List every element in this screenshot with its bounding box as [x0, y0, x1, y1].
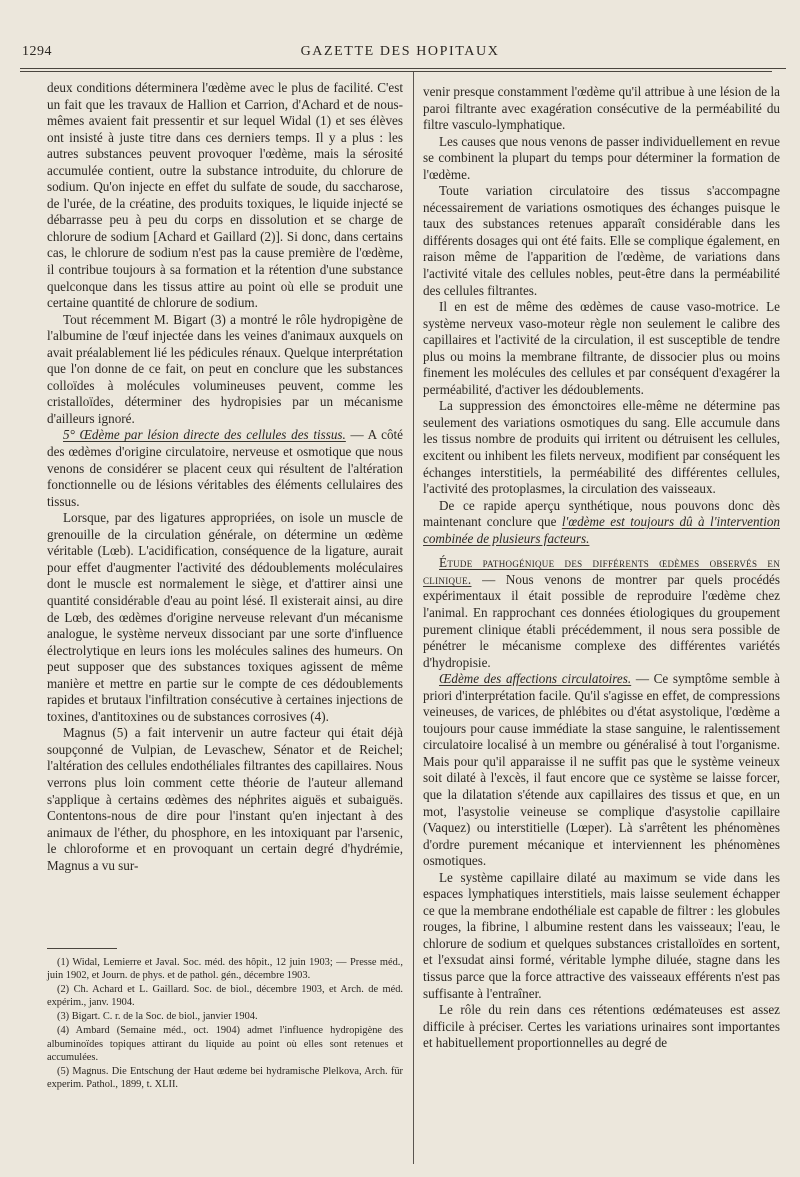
left-paragraph-3-text: — A côté des œdèmes d'origine circulatoire, nerveuse et osmotique que nous venons de considérer se placent ceux qui résultent de l'altération fonctionnelle ou de lésions véritables des éléments cellulaires des tissus.: [47, 427, 404, 509]
right-paragraph-1: venir presque constamment l'œdème qu'il attribue à une lésion de la paroi filtrante avec exagération consécutive de la perméabilité du filtre vasculo-lymphatique.: [423, 84, 780, 133]
left-paragraph-2: Tout récemment M. Bigart (3) a montré le rôle hydropigène de l'albumine de l'œuf injectée dans les veines d'animaux auxquels on avait préalablement lié les pédicules rénaux. Quelque interprétation que l'on donne de ce fait, on peut en conclure que les substances colloïdes à molécules volumineuses peuvent, comme les cristalloïdes, déterminer des hydropisies par un mécanisme d'ailleurs ignoré.: [47, 311, 403, 426]
footnote-5: (5) Magnus. Die Entschung der Haut œdeme bei hydramische Plelkova, Arch. für experim. Pathol., 1899, t. XLII.: [47, 1065, 403, 1090]
right-paragraph-6: [423, 498, 780, 548]
section-heading-lesion-directe: 5° Œdème par lésion directe des cellules des tissus.: [63, 427, 346, 443]
footnote-4: (4) Ambard (Semaine méd., oct. 1904) admet l'influence hydropigène des albuminoïdes topiques attirant du liquide au point où elles sont retenues et accumulées.: [47, 1025, 403, 1063]
journal-title: GAZETTE DES HOPITAUX: [300, 44, 500, 59]
right-paragraph-6-text: De ce rapide aperçu synthétique, nous pouvons donc dès maintenant conclure que: [423, 497, 780, 530]
right-paragraph-3: Toute variation circulatoire des tissus s'accompagne nécessairement de variations osmotiques des échanges puisque le taux des substances retenues apparaît considérable dans les différents dosages qui ont été faits. Elle se complique également, en raison même de l'apparition de l'œdème, de variations dans l'activité vitale des cellules nobles, peut-être dans la perméabilité des cellules filtrantes.: [423, 183, 780, 298]
footnote-3: (3) Bigart. C. r. de la Soc. de biol., janvier 1904.: [57, 1011, 258, 1023]
footnote-1: (1) Widal, Lemierre et Javal. Soc. méd. des hôpit., 12 juin 1903; — Presse méd., juin 1902, et Journ. de phys. et de pathol. gén., décembre 1903.: [47, 957, 403, 982]
left-paragraph-4: Lorsque, par des ligatures appropriées, on isole un muscle de grenouille de la circulation générale, on détermine un œdème véritable (Lœb). L'acidification, conséquence de la ligature, aurait pour effet d'augmenter l'activité des dédoublements moléculaires dont le muscle est normalement le siège, et d'attirer ainsi une quantité considérable d'eau au point lésé. Il existerait ainsi, au dire de Lœb, des œdèmes d'origine nerveuse relevant d'un mécanisme analogue, le système nerveux dissociant par une sorte d'influence électrolytique en leurs ions les molécules salines des humeurs. On peut supposer que des substances toxiques agissent de même manière et mettre en partie sur le compte de ces dédoublements rapides et brutaux l'infiltration consécutive à certaines injections de toxines, d'antitoxines ou de substances corrosives (4).: [47, 510, 403, 724]
right-paragraph-4: Il en est de même des œdèmes de cause vaso-motrice. Le système nerveux vaso-moteur règle non seulement le calibre des capillaires et l'activité de la circulation, il est susceptible de tendre plus ou moins la membrane filtrante, de dissocier plus ou moins finement les molécules des cellules et par conséquent d'exagérer la perméabilité, d'activer les dédoublements.: [423, 299, 780, 397]
left-paragraph-1: deux conditions déterminera l'œdème avec le plus de facilité. C'est un fait que les travaux de Hallion et Carrion, d'Achard et de nous-mêmes avaient fait pressentir et sur lequel Widal (1) et ses élèves ont insisté à juste titre dans ces derniers temps. Il y a plus : les autres substances peuvent provoquer l'œdème, mais la sérosité accumulée contient, outre la substance introduite, du chlorure de sodium. Qu'on injecte en effet du sulfate de soude, du saccharose, de l'urée, de la créatine, des produits toxiques, le liquide injecté se débarrasse peu à peu du corps en dissolution et se charge de chlorure de sodium [Achard et Gaillard (2)]. Si donc, dans certains cas, le chlorure de sodium n'est pas la cause première de l'œdème, il contribue toujours à sa formation et la rétention d'une substance quelconque dans les tissus attire au point où elle se produit une certaine quantité de chlorure de sodium.: [47, 80, 403, 311]
right-paragraph-5: La suppression des émonctoires elle-même ne détermine pas seulement des variations osmotiques du sang. Elle accumule dans les tissus nombre de produits qui irritent ou détruisent les cellules, excitent ou inhibent les filets nerveux, modifient par conséquent les échanges interstitiels, la perméabilité des différentes cellules, l'activité des protoplasmes, la circulation des vaisseaux.: [423, 398, 780, 497]
left-paragraph-3: [47, 427, 403, 510]
right-paragraph-8-text: — Ce symptôme semble à priori d'interprétation facile. Qu'il s'agisse en effet, de compressions veineuses, de varices, de phlébites ou d'état asystolique, l'œdème a toujours pour cause immédiate la stase sanguine, le ralentissement circulatoire localisé à un membre ou généralisé à tout l'organisme. Mais pour qu'il apparaisse il ne suffit pas que le système veineux soit dilaté à l'excès, il faut encore que ce système se laisse forcer, que la dilatation s'étende aux capillaires des tissus et que, en un mot, l'asystolie veineuse se complique d'asystolie capillaire (Vaquez) ou interstitielle (Lœper). Là s'arrêtent les phénomènes d'ordre purement mécanique et interviennent les phénomènes osmotiques.: [423, 671, 780, 869]
section-heading-affections-circulatoires: Œdème des affections circulatoires.: [439, 671, 632, 687]
footnote-rule: [47, 948, 117, 949]
left-column: [47, 80, 403, 874]
section-etude-pathogenique: [423, 555, 780, 671]
right-paragraph-9: Le système capillaire dilaté au maximum se vide dans les espaces lymphatiques interstitiels, mais laisse seulement échapper ce que la membrane endothéliale est capable de filtrer : les globules rouges, la fibrine, l albumine restent dans les vaisseaux; l'eau, le chlorure de sodium et quelques substances cristalloïdes en sortent, et l'exsudat ainsi formé, véritable lymphe diluée, stagne dans les tissus parce que la force attractive des vaisseaux efférents n'est pas suffisante à l'entraîner.: [423, 869, 780, 1001]
left-paragraph-5: Magnus (5) a fait intervenir un autre facteur qui était déjà soupçonné de Vulpian, de Levaschew, Sénator et de Reichel; l'altération des cellules endothéliales filtrantes des capillaires. Nous verrons plus loin comment cette théorie de l'auteur allemand s'applique à certains œdèmes des néphrites aiguës et subaiguës. Contentons-nous de dire pour l'instant qu'en injectant à des animaux de l'éther, du phosphore, en les intoxiquant par l'arsenic, le chloroforme et en provoquant un certain degré d'hydrémie, Magnus a vu sur-: [47, 725, 403, 873]
header-rule: [20, 68, 786, 69]
section-heading-etude: Étude pathogénique des différents œdèmes observés en clinique.: [423, 555, 780, 587]
right-paragraph-2: Les causes que nous venons de passer individuellement en revue se combinent la plupart du temps pour déterminer la formation de l'œdème.: [423, 133, 780, 182]
right-column: [423, 84, 780, 1052]
page-header: [0, 44, 800, 66]
footnotes: [47, 956, 403, 1092]
conclusion-emphasis: l'œdème est toujours dû à l'intervention combinée de plusieurs facteurs.: [423, 514, 780, 546]
page-number: 1294: [22, 44, 52, 59]
right-paragraph-8: [423, 671, 780, 870]
header-rule-double: [20, 71, 772, 72]
right-paragraph-10: Le rôle du rein dans ces rétentions œdémateuses est assez difficile à préciser. Certes les variations urinaires sont importantes et habituellement proportionnelles au degré de: [423, 1002, 780, 1051]
footnote-2: (2) Ch. Achard et L. Gaillard. Soc. de biol., décembre 1903, et Arch. de méd. expérim., janv. 1904.: [47, 984, 403, 1009]
column-divider: [413, 72, 414, 1164]
section-etude-text: — Nous venons de montrer par quels procédés expérimentaux il était possible de reproduire l'œdème chez l'animal. En rapprochant ces données étiologiques du groupement purement clinique établi précédemment, il nous sera possible de pénétrer le mécanisme complexe des différentes variétés d'hydropisie.: [423, 571, 780, 670]
